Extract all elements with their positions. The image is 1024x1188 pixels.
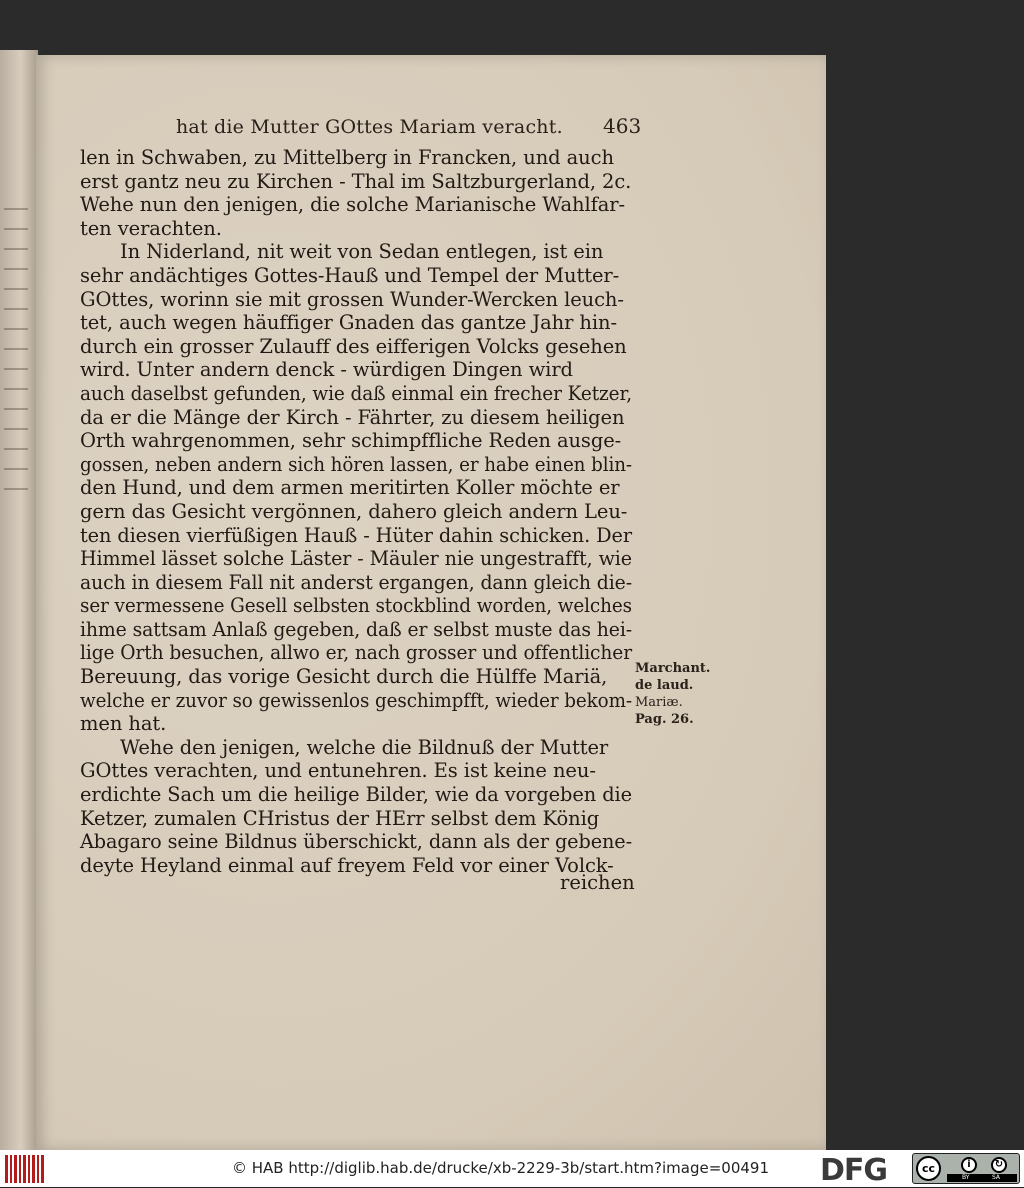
license-strip bbox=[947, 1174, 1017, 1182]
text-line: Ketzer, zumalen CHristus der HErr selbst dem König bbox=[80, 806, 600, 830]
text-line: erst gantz neu zu Kirchen - Thal im Saltzburgerland, 2c. bbox=[80, 169, 632, 193]
text-line: ten verachten. bbox=[80, 216, 222, 240]
previous-page-edge bbox=[0, 50, 38, 1150]
text-line: GOttes verachten, und entunehren. Es ist keine neu- bbox=[80, 759, 596, 783]
cc-license-icon[interactable] bbox=[912, 1153, 1020, 1184]
sa-icon: ↻ bbox=[991, 1157, 1007, 1173]
text-line: auch in diesem Fall nit anderst ergangen, dann gleich die- bbox=[80, 570, 632, 594]
text-line: deyte Heyland einmal auf freyem Feld vor einer Volck- bbox=[80, 853, 614, 877]
text-line: ser vermessene Gesell selbsten stockblind worden, welches bbox=[80, 594, 632, 618]
text-line: ten diesen vierfüßigen Hauß - Hüter dahin schicken. Der bbox=[80, 523, 632, 547]
by-label: BY bbox=[962, 1174, 970, 1181]
text-line: da er die Mänge der Kirch - Fährter, zu diesem heiligen bbox=[80, 405, 625, 429]
text-line: Himmel lässet solche Läster - Mäuler nie ungestrafft, wie bbox=[80, 547, 632, 571]
barcode-icon[interactable] bbox=[5, 1155, 47, 1183]
text-line: durch ein grosser Zulauff des eifferigen Volcks gesehen bbox=[80, 334, 627, 358]
body-text bbox=[80, 146, 632, 877]
text-line: welche er zuvor so gewissenlos geschimpfft, wieder bekom- bbox=[80, 688, 632, 712]
text-line: men hat. bbox=[80, 712, 167, 736]
copyright-link[interactable]: © HAB http://diglib.hab.de/drucke/xb-2229-3b/start.htm?image=00491 bbox=[232, 1159, 770, 1177]
text-line: den Hund, und dem armen meritirten Koller möchte er bbox=[80, 476, 620, 500]
text-line: gossen, neben andern sich hören lassen, er habe einen blin- bbox=[80, 452, 632, 476]
text-line: len in Schwaben, zu Mittelberg in Francken, und auch bbox=[80, 146, 614, 169]
text-line: lige Orth besuchen, allwo er, nach grosser und offentlicher bbox=[80, 641, 632, 665]
page-number: 463 bbox=[603, 114, 642, 138]
previous-page-text-edge bbox=[4, 190, 28, 490]
text-line: GOttes, worinn sie mit grossen Wunder-Wercken leuch- bbox=[80, 287, 624, 311]
marginal-note-line: Pag. 26. bbox=[635, 712, 694, 727]
text-line: ihme sattsam Anlaß gegeben, daß er selbst muste das hei- bbox=[80, 617, 632, 641]
text-line: Wehe nun den jenigen, die solche Marianische Wahlfar- bbox=[80, 193, 625, 217]
running-head: hat die Mutter GOttes Mariam veracht. bbox=[176, 116, 563, 138]
text-line: sehr andächtiges Gottes-Hauß und Tempel der Mutter- bbox=[80, 263, 620, 287]
text-line: In Niderland, nit weit von Sedan entlegen, ist ein bbox=[120, 240, 604, 264]
text-line: Bereuung, das vorige Gesicht durch die Hülffe Mariä, bbox=[80, 665, 608, 689]
text-line: Wehe den jenigen, welche die Bildnuß der Mutter bbox=[120, 735, 609, 759]
by-icon: i bbox=[961, 1157, 977, 1173]
text-line: gern das Gesicht vergönnen, dahero gleich andern Leu- bbox=[80, 499, 628, 523]
marginal-note bbox=[635, 660, 715, 728]
cc-icon: cc bbox=[916, 1156, 941, 1181]
text-line: Orth wahrgenommen, sehr schimpffliche Reden ausge- bbox=[80, 429, 622, 453]
text-line: Abagaro seine Bildnus überschickt, dann als der gebene- bbox=[80, 830, 632, 854]
text-line: wird. Unter andern denck - würdigen Dingen wird bbox=[80, 358, 573, 382]
text-line: erdichte Sach um die heilige Bilder, wie da vorgeben die bbox=[80, 783, 632, 807]
dfg-logo[interactable]: DFG bbox=[820, 1153, 888, 1188]
text-line: auch daselbst gefunden, wie daß einmal ein frecher Ketzer, bbox=[80, 381, 632, 405]
footer-bar bbox=[0, 1150, 1024, 1187]
marginal-note-line: Marchant. bbox=[635, 661, 711, 676]
catchword: reichen bbox=[560, 871, 635, 894]
marginal-note-line: Mariæ. bbox=[635, 695, 683, 710]
marginal-note-line: de laud. bbox=[635, 678, 694, 693]
sa-label: SA bbox=[992, 1174, 1001, 1181]
text-line: tet, auch wegen häuffiger Gnaden das gantze Jahr hin- bbox=[80, 311, 617, 335]
